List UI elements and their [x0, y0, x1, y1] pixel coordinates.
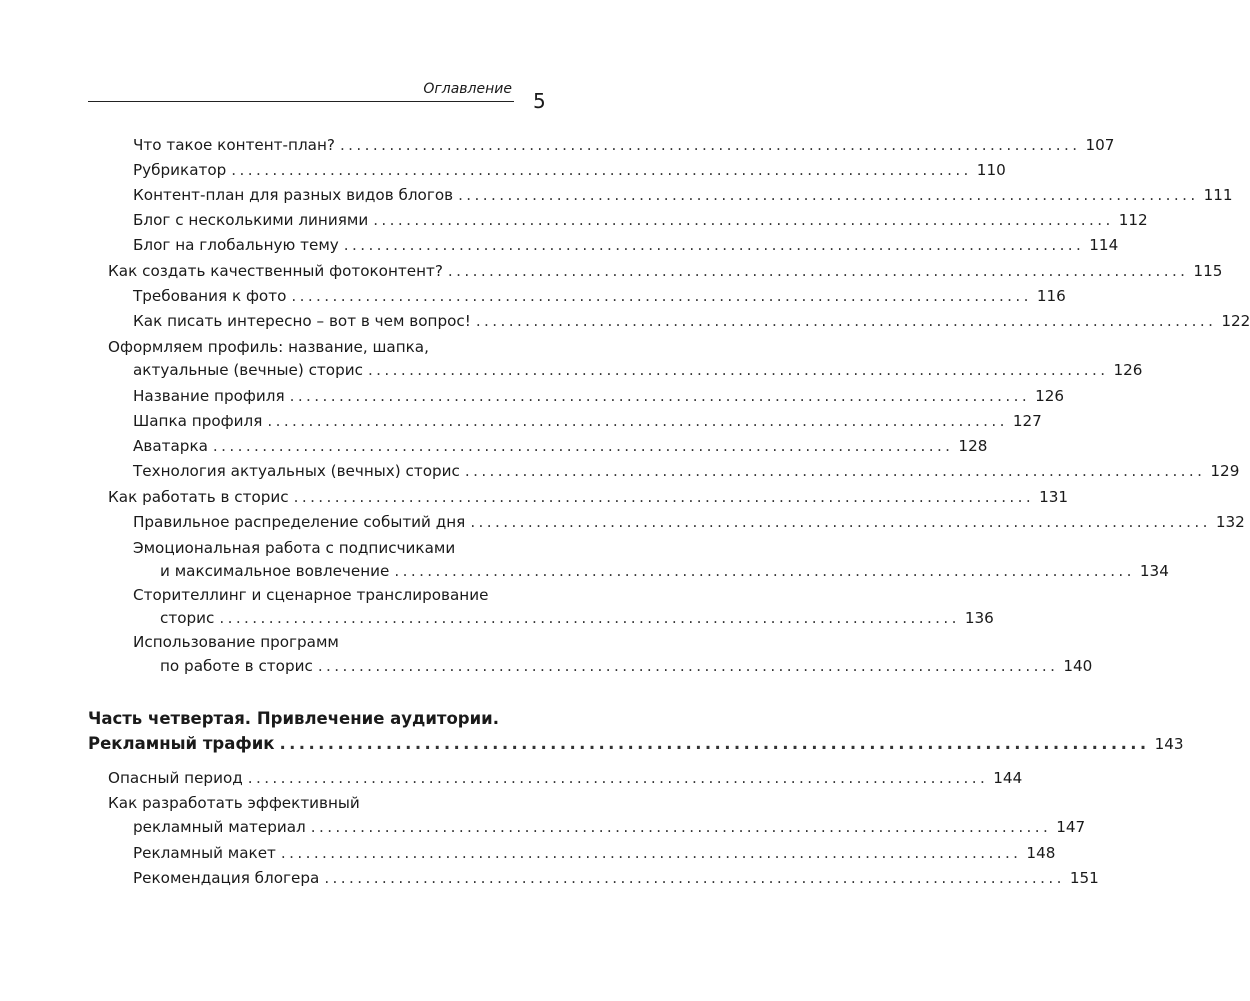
toc-entry-title: Технология актуальных (вечных) сторис: [133, 462, 460, 480]
toc-entry: [133, 512, 1245, 532]
toc-entry-page: 144: [993, 769, 1023, 787]
toc-entry: [133, 160, 1006, 180]
toc-entry-title: Рекомендация блогера: [133, 869, 320, 887]
toc-entry-page: 128: [958, 437, 988, 455]
toc-entry: [133, 843, 1056, 863]
toc-entry-page: 129: [1210, 462, 1240, 480]
toc-entry-title: Правильное распределение событий дня: [133, 513, 466, 531]
toc-leader-dots: ..........................................................................................: [475, 312, 1217, 330]
toc-entry-page: 107: [1085, 136, 1115, 154]
toc-leader-dots: ..........................................................................................: [339, 136, 1081, 154]
toc-leader-dots: ..........................................................................................: [447, 262, 1189, 280]
toc-entry: [160, 608, 994, 628]
toc-entry-page: 116: [1036, 287, 1066, 305]
toc-entry-title: Рекламный макет: [133, 844, 276, 862]
toc-leader-dots: ..........................................................................................: [394, 562, 1135, 580]
toc-entry-title: Название профиля: [133, 387, 285, 405]
part-heading: [88, 734, 1184, 754]
toc-entry-title: Блог с несколькими линиями: [133, 211, 369, 229]
toc-entry-title: Как писать интересно – вот в чем вопрос!: [133, 312, 471, 330]
toc-entry-title-line1: Сторителлинг и сценарное транслирование: [133, 586, 489, 604]
toc-entry: [108, 261, 1223, 281]
toc-leader-dots: ..........................................................................................: [343, 236, 1085, 254]
toc-leader-dots: ..........................................................................................: [324, 869, 1065, 887]
toc-leader-dots: ..........................................................................................: [310, 818, 1052, 836]
toc-leader-dots: ..........................................................................................: [219, 609, 960, 627]
toc-leader-dots: ..........................................................................................: [212, 437, 954, 455]
toc-entry-page: 112: [1118, 211, 1148, 229]
toc-leader-dots: ..........................................................................................: [280, 844, 1022, 862]
toc-entry: [133, 817, 1086, 837]
toc-entry-page: 110: [976, 161, 1006, 179]
toc-entry-page: 126: [1035, 387, 1065, 405]
toc-entry-title: Что такое контент-план?: [133, 136, 335, 154]
toc-entry-page: 151: [1069, 869, 1099, 887]
toc-entry-title: Аватарка: [133, 437, 208, 455]
toc-entry: [133, 461, 1240, 481]
toc-leader-dots: ..........................................................................................: [289, 387, 1031, 405]
toc-entry-page: 122: [1221, 312, 1250, 330]
toc-entry-title-line2: и максимальное вовлечение: [160, 562, 390, 580]
toc-entry-page: 140: [1063, 657, 1093, 675]
toc-entry-title: Контент-план для разных видов блогов: [133, 186, 454, 204]
toc-entry-title-line2: сторис: [160, 609, 215, 627]
toc-entry-page: 115: [1193, 262, 1223, 280]
toc-entry-title-line2: по работе в сторис: [160, 657, 313, 675]
toc-entry-title: Как создать качественный фотоконтент?: [108, 262, 443, 280]
toc-leader-dots: ..........................................................................................: [317, 657, 1059, 675]
toc-entry: [108, 768, 1023, 788]
toc-leader-dots: ..........................................................................................: [470, 513, 1211, 531]
part-heading-line1: Часть четвертая. Привлечение аудитории.: [88, 709, 500, 728]
toc-entry-page: 126: [1113, 361, 1143, 379]
toc-entry: [133, 135, 1115, 155]
toc-entry: [133, 286, 1066, 306]
toc-entry-title-line1: Использование программ: [133, 633, 339, 651]
toc-leader-dots: ..........................................................................................: [464, 462, 1206, 480]
toc-entry: [133, 311, 1250, 331]
toc-entry: [133, 360, 1143, 380]
toc-entry-page: 136: [964, 609, 994, 627]
toc-entry-title: Рубрикатор: [133, 161, 227, 179]
toc-entry-title: Опасный период: [108, 769, 243, 787]
toc-leader-dots: ..........................................................................................: [293, 488, 1035, 506]
part-heading-line2: Рекламный трафик: [88, 734, 275, 753]
toc-entry-page: 143: [1154, 735, 1184, 753]
header-rule: [88, 101, 514, 102]
toc-leader-dots: ..........................................................................................: [291, 287, 1032, 305]
toc-leader-dots: ..........................................................................................: [367, 361, 1109, 379]
toc-entry: [133, 235, 1119, 255]
toc-entry: [160, 656, 1093, 676]
toc-entry: [133, 868, 1099, 888]
toc-entry-title-line2: рекламный материал: [133, 818, 306, 836]
toc-entry: [133, 386, 1065, 406]
toc-leader-dots: ..........................................................................................: [458, 186, 1199, 204]
toc-entry-page: 148: [1026, 844, 1056, 862]
toc-entry-title-line1: Эмоциональная работа с подписчиками: [133, 539, 456, 557]
page-number: 5: [533, 89, 546, 113]
toc-entry: [133, 411, 1042, 431]
toc-leader-dots: ..........................................................................................: [247, 769, 989, 787]
toc-leader-dots: ..........................................................................................: [373, 211, 1114, 229]
toc-entry-page: 131: [1039, 488, 1069, 506]
toc-leader-dots: ..........................................................................................: [267, 412, 1008, 430]
toc-leader-dots: ..........................................................................................: [279, 734, 1150, 753]
toc-entry-page: 111: [1203, 186, 1233, 204]
toc-entry-title: Как работать в сторис: [108, 488, 289, 506]
toc-entry: [160, 561, 1169, 581]
toc-entry-page: 132: [1215, 513, 1245, 531]
toc-entry-page: 114: [1089, 236, 1119, 254]
toc-entry-title-line2: актуальные (вечные) сторис: [133, 361, 363, 379]
toc-entry-title: Шапка профиля: [133, 412, 263, 430]
toc-leader-dots: ..........................................................................................: [231, 161, 972, 179]
toc-entry-page: 127: [1012, 412, 1042, 430]
running-head: Оглавление: [423, 81, 512, 97]
toc-entry: [108, 487, 1069, 507]
toc-entry: [133, 185, 1233, 205]
toc-entry: [133, 210, 1148, 230]
toc-entry-page: 147: [1056, 818, 1086, 836]
toc-entry: [133, 436, 988, 456]
toc-entry-title-line1: Оформляем профиль: название, шапка,: [108, 338, 429, 356]
toc-entry-title: Блог на глобальную тему: [133, 236, 339, 254]
toc-entry-page: 134: [1139, 562, 1169, 580]
toc-entry-title-line1: Как разработать эффективный: [108, 794, 360, 812]
toc-entry-title: Требования к фото: [133, 287, 287, 305]
